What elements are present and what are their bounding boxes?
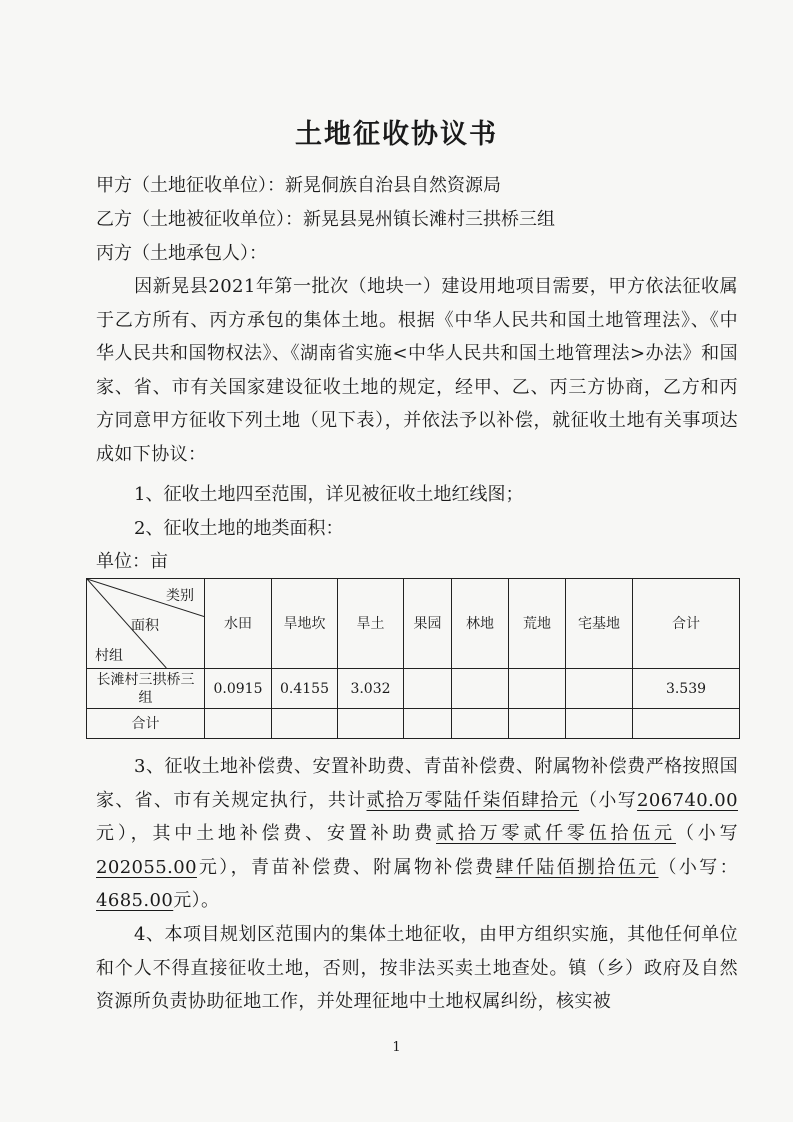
unit-label: 单位：亩 — [96, 551, 168, 572]
header-cell: 旱地坎 — [272, 579, 338, 669]
header-cell: 合计 — [633, 579, 740, 669]
table-cell: 0.4155 — [272, 669, 338, 709]
clause-3-text: 元），其中土地补偿费、安置补助费 — [96, 823, 437, 844]
corner-label-area: 面积 — [131, 618, 159, 634]
clause-2: 2、征收土地的地类面积： — [134, 518, 344, 539]
corner-label-category: 类别 — [166, 588, 194, 604]
table-cell — [404, 669, 452, 709]
clause-4 — [96, 918, 738, 1019]
clause-3-text: （小写 — [579, 789, 638, 811]
crop-compensation-lowercase: 4685.00 — [96, 890, 174, 911]
clause-3-text: （小写 — [675, 823, 738, 844]
intro-text: 因新晃县2021年第一批次（地块一）建设用地项目需要，甲方依法征收属于乙方所有、丙方承包的集体土地。根据《中华人民共和国土地管理法》、《中华人民共和国物权法》、《湖南省实施<中华人民共和国土地管理法>办法》和国家、省、市有关国家建设征收土地的规定，经甲、乙、丙三方协商，乙方和丙方同意甲方征收下列土地（见下表），并依法予以补偿，就征收土地有关事项达成如下协议： — [96, 276, 738, 465]
row-label: 合计 — [87, 709, 205, 739]
intro-paragraph — [96, 270, 738, 471]
header-cell: 果园 — [404, 579, 452, 669]
land-compensation-lowercase: 202055.00 — [96, 856, 197, 878]
table-cell — [452, 669, 509, 709]
table-cell: 3.032 — [338, 669, 404, 709]
header-cell: 宅基地 — [566, 579, 633, 669]
table-row — [87, 669, 740, 709]
table-cell: 0.0915 — [205, 669, 272, 709]
table-cell — [633, 709, 740, 739]
table-cell — [509, 669, 566, 709]
corner-label-village: 村组 — [95, 648, 123, 664]
clause-3-text: （小写： — [658, 856, 738, 878]
clause-4-text: 4、本项目规划区范围内的集体土地征收，由甲方组织实施，其他任何单位和个人不得直接征收土地，否则，按非法买卖土地查处。镇（乡）政府及自然资源所负责协助征地工作，并处理征地中土地权属纠纷，核实被 — [96, 924, 738, 1012]
table-cell — [566, 709, 633, 739]
page-number: 1 — [392, 1040, 401, 1055]
table-corner-cell — [87, 579, 205, 669]
table-cell: 3.539 — [633, 669, 740, 709]
clause-3-text: 元）。 — [173, 890, 220, 911]
total-amount-uppercase: 贰拾万零陆仟柒佰肆拾元 — [366, 789, 580, 811]
clause-3-text: 3、征收土地补偿费、安置补助费、青苗补偿费、附属物补偿费严格按照国家、省、市有关规定执行，共计 — [96, 756, 738, 811]
document-title: 土地征收协议书 — [295, 119, 498, 150]
land-compensation-uppercase: 贰拾万零贰仟零伍拾伍元 — [436, 823, 676, 844]
land-area-table — [86, 578, 740, 739]
header-cell: 水田 — [205, 579, 272, 669]
party-a: 甲方（土地征收单位）：新晃侗族自治县自然资源局 — [96, 175, 501, 196]
table-cell — [404, 709, 452, 739]
table-cell — [338, 709, 404, 739]
total-amount-lowercase: 206740.00 — [637, 789, 738, 811]
party-b: 乙方（土地被征收单位）：新晃县晃州镇长滩村三拱桥三组 — [96, 209, 555, 230]
header-cell: 荒地 — [509, 579, 566, 669]
row-label: 长滩村三拱桥三组 — [87, 669, 205, 709]
table-cell — [566, 669, 633, 709]
clause-1: 1、征收土地四至范围，详见被征收土地红线图； — [134, 484, 524, 505]
header-cell: 林地 — [452, 579, 509, 669]
header-cell: 旱土 — [338, 579, 404, 669]
table-row — [87, 709, 740, 739]
table-cell — [452, 709, 509, 739]
clause-3 — [96, 750, 738, 918]
party-c: 丙方（土地承包人）： — [96, 243, 267, 264]
table-cell — [272, 709, 338, 739]
table-cell — [205, 709, 272, 739]
table-header-row — [87, 579, 740, 669]
crop-compensation-uppercase: 肆仟陆佰捌拾伍元 — [495, 856, 659, 878]
table-cell — [509, 709, 566, 739]
clause-3-text: 元），青苗补偿费、附属物补偿费 — [196, 856, 496, 878]
